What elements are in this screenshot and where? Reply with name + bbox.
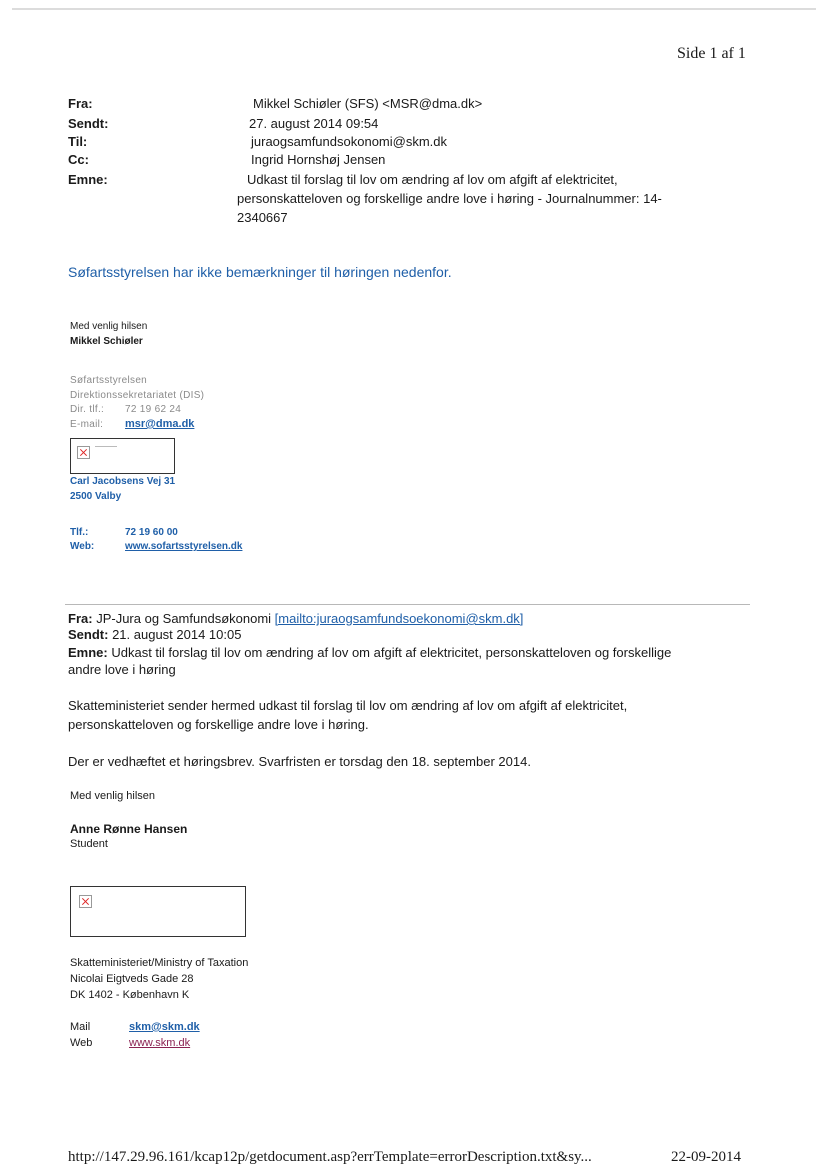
sig2-name: Anne Rønne Hansen [70, 822, 188, 836]
fwd-body-line-1: Skatteministeriet sender hermed udkast til forslag til lov om ændring af lov om afgift af elektricitet, [68, 698, 628, 713]
skm-logo-placeholder [70, 886, 246, 937]
subject-line-2: personskatteloven og forskellige andre love i høring - Journalnummer: 14- [237, 191, 662, 206]
sig2-org: Skatteministeriet/Ministry of Taxation [70, 957, 249, 969]
fwd-greeting: Med venlig hilsen [70, 790, 155, 802]
signature-phone-label: Dir. tlf.: [70, 404, 105, 415]
broken-image-icon [79, 895, 92, 908]
sig2-address-2: DK 1402 - København K [70, 989, 190, 1001]
signature-web-label: Web: [70, 541, 95, 552]
sent-label: Sendt: [68, 116, 109, 131]
page-number: Side 1 af 1 [677, 45, 746, 62]
signature-tel-label: Tlf.: [70, 527, 89, 538]
from-label: Fra: [68, 96, 93, 111]
signature-web-link[interactable]: www.sofartsstyrelsen.dk [125, 541, 243, 552]
footer-date: 22-09-2014 [671, 1149, 741, 1165]
fwd-from-row [68, 611, 523, 626]
reply-message: Søfartsstyrelsen har ikke bemærkninger til høringen nedenfor. [68, 264, 452, 280]
image-alt-line [95, 446, 117, 447]
fwd-mailto-link[interactable]: [mailto:juraogsamfundsoekonomi@skm.dk] [274, 611, 524, 626]
footer-url: http://147.29.96.161/kcap12p/getdocument.asp?errTemplate=errorDescription.txt&sy... [68, 1149, 592, 1165]
sig2-title: Student [70, 838, 108, 850]
subject-label: Emne: [68, 172, 108, 187]
sent-value: 27. august 2014 09:54 [249, 116, 379, 131]
cc-label: Cc: [68, 152, 89, 167]
signature-address-2: 2500 Valby [70, 491, 122, 502]
signature-email-link[interactable]: msr@dma.dk [125, 418, 195, 430]
subject-line-3: 2340667 [237, 210, 288, 225]
fwd-body-line-3: Der er vedhæftet et høringsbrev. Svarfristen er torsdag den 18. september 2014. [68, 754, 531, 769]
signature-email-label: E-mail: [70, 419, 104, 430]
fwd-subject-line-2: andre love i høring [68, 662, 176, 677]
fwd-from-label: Fra: [68, 611, 93, 626]
top-border [12, 8, 816, 10]
signature-org: Søfartsstyrelsen [70, 375, 148, 386]
fwd-sent-label: Sendt: [68, 627, 109, 642]
logo-placeholder [70, 438, 175, 474]
sig2-mail-link[interactable]: skm@skm.dk [129, 1021, 200, 1033]
from-value: Mikkel Schiøler (SFS) <MSR@dma.dk> [253, 96, 483, 111]
message-separator [65, 604, 750, 605]
fwd-subject-line-1: Udkast til forslag til lov om ændring af lov om afgift af elektricitet, personskatteloven og forskellige [111, 645, 672, 660]
signature-greeting: Med venlig hilsen [70, 321, 148, 332]
signature-tel: 72 19 60 00 [125, 527, 178, 538]
signature-dept: Direktionssekretariatet (DIS) [70, 390, 205, 401]
signature-address-1: Carl Jacobsens Vej 31 [70, 476, 176, 487]
to-label: Til: [68, 134, 88, 149]
broken-image-icon [77, 446, 90, 459]
fwd-body-line-2: personskatteloven og forskellige andre love i høring. [68, 717, 369, 732]
fwd-from-value: JP-Jura og Samfundsøkonomi [96, 611, 272, 626]
fwd-sent-row [68, 627, 241, 642]
sig2-mail-label: Mail [70, 1021, 91, 1033]
sig2-address-1: Nicolai Eigtveds Gade 28 [70, 973, 194, 985]
to-value: juraogsamfundsokonomi@skm.dk [251, 134, 448, 149]
fwd-sent-value: 21. august 2014 10:05 [112, 627, 242, 642]
signature-name: Mikkel Schiøler [70, 336, 143, 347]
cc-value: Ingrid Hornshøj Jensen [251, 152, 386, 167]
sig2-web-label: Web [70, 1037, 93, 1049]
subject-line-1: Udkast til forslag til lov om ændring af lov om afgift af elektricitet, [247, 172, 618, 187]
sig2-web-link[interactable]: www.skm.dk [129, 1037, 191, 1049]
fwd-subject-row [68, 645, 671, 660]
signature-phone: 72 19 62 24 [125, 404, 182, 415]
fwd-subject-label: Emne: [68, 645, 108, 660]
